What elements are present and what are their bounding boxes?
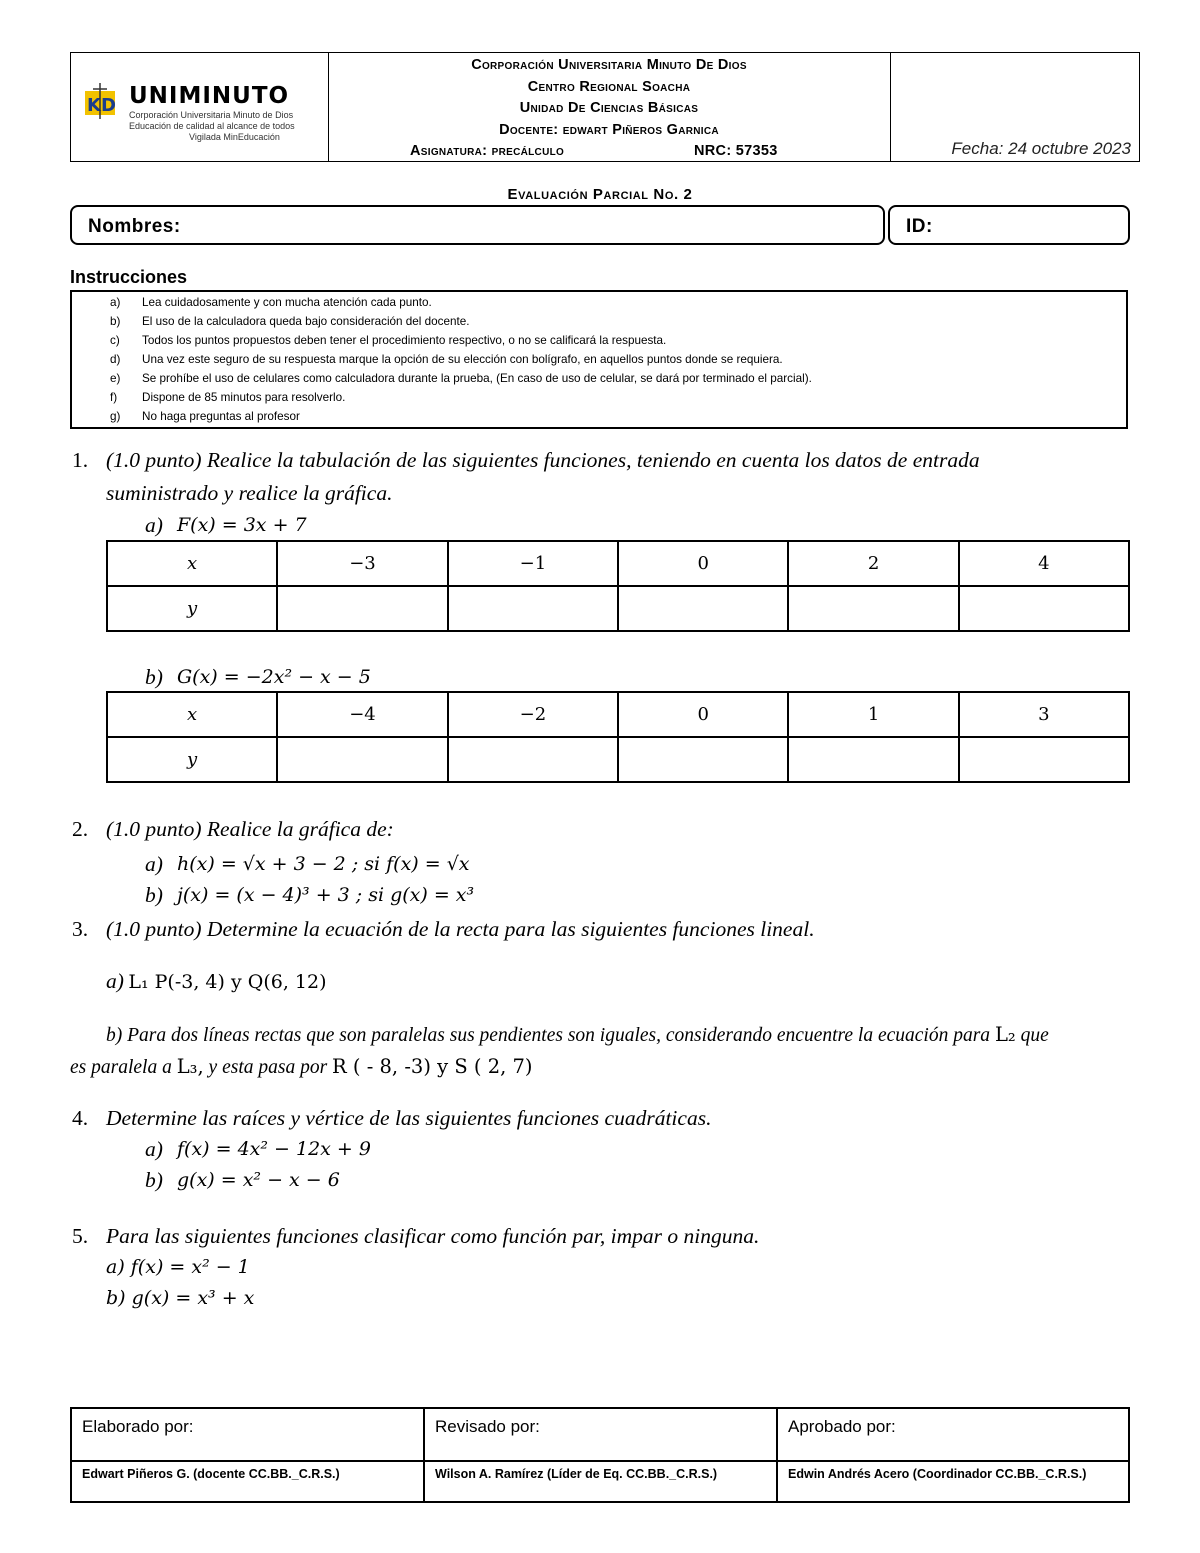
subject-name: Asignatura: precálculo — [410, 143, 565, 159]
table-row — [107, 737, 1129, 782]
institution-cell — [328, 53, 891, 161]
logo-line2: Educación de calidad al alcance de todos — [129, 121, 295, 131]
instruction-letter: e) — [110, 372, 121, 385]
q5b-text: b) g(x) = x³ + x — [106, 1287, 255, 1309]
q1b-function: G(x) = −2x² − x − 5 — [177, 666, 371, 688]
table-row — [107, 541, 1129, 586]
q3b-text-d: y esta pasa por — [208, 1057, 328, 1078]
instructions-title: Instrucciones — [70, 267, 188, 287]
instruction-text: Lea cuidadosamente y con mucha atención cada punto. — [142, 296, 432, 309]
academic-unit: Unidad De Ciencias Básicas — [519, 100, 699, 116]
instruction-text: Todos los puntos propuestos deben tener el procedimiento respectivo, o no se calificará la respuesta. — [142, 334, 667, 347]
uniminuto-logo-icon — [83, 81, 119, 121]
x-header-cell: x — [107, 692, 277, 737]
x-value-cell: 0 — [618, 692, 788, 737]
x-value-cell: 3 — [959, 692, 1129, 737]
regional-center: Centro Regional Soacha — [527, 78, 691, 95]
elaborado-name: Edwart Piñeros G. (docente CC.BB._C.R.S.) — [82, 1467, 340, 1481]
q4a-text: f(x) = 4x² − 12x + 9 — [177, 1138, 371, 1160]
q1a-function: F(x) = 3x + 7 — [177, 514, 307, 536]
q4-text: Determine las raíces y vértice de las siguientes funciones cuadráticas. — [106, 1106, 712, 1130]
x-value-cell: 0 — [618, 541, 788, 586]
q2-text: (1.0 punto) Realice la gráfica de: — [106, 817, 394, 841]
aprobado-cell — [778, 1409, 1128, 1501]
elaborado-cell — [72, 1409, 425, 1501]
y-answer-cell[interactable] — [448, 737, 618, 782]
x-value-cell: 1 — [788, 692, 958, 737]
q1a-label: a) — [145, 513, 163, 537]
names-label: Nombres: — [88, 216, 181, 237]
q3b-text-b: que — [1020, 1025, 1049, 1046]
aprobado-name: Edwin Andrés Acero (Coordinador CC.BB._C.R.S.) — [788, 1467, 1087, 1481]
q4b-text: g(x) = x² − x − 6 — [177, 1169, 340, 1191]
instruction-text: El uso de la calculadora queda bajo consideración del docente. — [142, 315, 470, 328]
revisado-label: Revisado por: — [435, 1417, 540, 1436]
instruction-text: No haga preguntas al profesor — [142, 410, 300, 423]
q2a-text: h(x) = √x + 3 − 2 ; si f(x) = √x — [177, 853, 470, 875]
q3a-label: a) — [106, 969, 124, 993]
q1b-label: b) — [145, 665, 163, 689]
q3b-line1 — [106, 1023, 1049, 1047]
q2a-label: a) — [145, 852, 163, 876]
x-value-cell: 2 — [788, 541, 958, 586]
exam-date: Fecha: 24 octubre 2023 — [951, 139, 1131, 158]
svg-text:KD: KD — [87, 95, 116, 116]
x-value-cell: −2 — [448, 692, 618, 737]
document-header — [70, 52, 1140, 162]
x-value-cell: −4 — [277, 692, 447, 737]
y-answer-cell[interactable] — [277, 586, 447, 631]
q3a-line — [106, 969, 327, 994]
q3b-line2 — [70, 1055, 533, 1079]
y-answer-cell[interactable] — [448, 586, 618, 631]
exam-title: Evaluación Parcial No. 2 — [507, 186, 693, 203]
instruction-letter: a) — [110, 296, 121, 309]
q3b-text-a: b) Para dos líneas rectas que son paralelas sus pendientes son iguales, considerando encuentre la ecuación para — [106, 1025, 991, 1046]
q5a-text: a) f(x) = x² − 1 — [106, 1256, 250, 1278]
y-answer-cell[interactable] — [788, 737, 958, 782]
q3b-l2: L₂ — [994, 1023, 1016, 1046]
q4-number: 4. — [72, 1106, 89, 1130]
aprobado-label: Aprobado por: — [788, 1417, 896, 1436]
teacher-name: Docente: edwart Piñeros Garnica — [499, 121, 719, 138]
logo-line1: Corporación Universitaria Minuto de Dios — [129, 110, 294, 120]
q2b-label: b) — [145, 883, 163, 907]
id-field[interactable] — [888, 205, 1130, 245]
instruction-letter: g) — [110, 410, 121, 423]
x-value-cell: −3 — [277, 541, 447, 586]
q3b-points: R ( - 8, -3) y S ( 2, 7) — [332, 1055, 533, 1078]
y-answer-cell[interactable] — [959, 737, 1129, 782]
institution-name: Corporación Universitaria Minuto De Dios — [471, 57, 747, 73]
y-header-cell: y — [107, 586, 277, 631]
x-value-cell: −1 — [448, 541, 618, 586]
q1-number: 1. — [72, 448, 89, 472]
q3-text: (1.0 punto) Determine la ecuación de la recta para las siguientes funciones lineal. — [106, 917, 815, 941]
y-header-cell: y — [107, 737, 277, 782]
q1-text-line1: (1.0 punto) Realice la tabulación de las siguientes funciones, teniendo en cuenta los datos de entrada — [106, 448, 980, 472]
instruction-letter: d) — [110, 353, 121, 366]
q3-number: 3. — [72, 917, 89, 941]
instruction-letter: f) — [110, 391, 118, 404]
x-header-cell: x — [107, 541, 277, 586]
q2-number: 2. — [72, 817, 89, 841]
q3b-text-c: es paralela a — [70, 1057, 172, 1078]
revisado-name: Wilson A. Ramírez (Líder de Eq. CC.BB._C.R.S.) — [435, 1467, 718, 1481]
logo-cell — [71, 53, 329, 161]
table-row — [107, 692, 1129, 737]
instruction-text: Una vez este seguro de su respuesta marque la opción de su elección con bolígrafo, en aquellos puntos donde se requiera. — [142, 353, 783, 366]
instructions-box — [70, 290, 1128, 429]
revisado-cell — [425, 1409, 778, 1501]
date-cell — [890, 53, 1139, 161]
names-field[interactable] — [70, 205, 885, 245]
nrc-code: NRC: 57353 — [694, 143, 778, 159]
y-answer-cell[interactable] — [788, 586, 958, 631]
q3b-l3: L₃, — [176, 1055, 204, 1078]
q3a-text: L₁ P(-3, 4) y Q(6, 12) — [128, 971, 327, 993]
q1b-table — [106, 691, 1130, 783]
instruction-letter: c) — [110, 334, 120, 347]
instruction-letter: b) — [110, 315, 121, 328]
q5-text: Para las siguientes funciones clasificar como función par, impar o ninguna. — [106, 1224, 760, 1248]
logo-line3: Vigilada MinEducación — [189, 132, 280, 142]
y-answer-cell[interactable] — [959, 586, 1129, 631]
q2b-text: j(x) = (x − 4)³ + 3 ; si g(x) = x³ — [177, 884, 475, 906]
instruction-text: Se prohíbe el uso de celulares como calculadora durante la prueba, (En caso de uso de celular, se dará por terminado el parcial). — [142, 372, 812, 385]
table-row — [107, 586, 1129, 631]
q4b-label: b) — [145, 1168, 163, 1192]
logo-name: UNIMINUTO — [129, 83, 290, 109]
q4a-label: a) — [145, 1137, 163, 1161]
q1a-table — [106, 540, 1130, 632]
y-answer-cell[interactable] — [618, 737, 788, 782]
approval-footer — [70, 1407, 1130, 1503]
instruction-text: Dispone de 85 minutos para resolverlo. — [142, 391, 346, 404]
x-value-cell: 4 — [959, 541, 1129, 586]
q5-number: 5. — [72, 1224, 89, 1248]
y-answer-cell[interactable] — [618, 586, 788, 631]
elaborado-label: Elaborado por: — [82, 1417, 194, 1436]
q1-text-line2: suministrado y realice la gráfica. — [106, 481, 393, 505]
y-answer-cell[interactable] — [277, 737, 447, 782]
id-label: ID: — [906, 216, 933, 237]
